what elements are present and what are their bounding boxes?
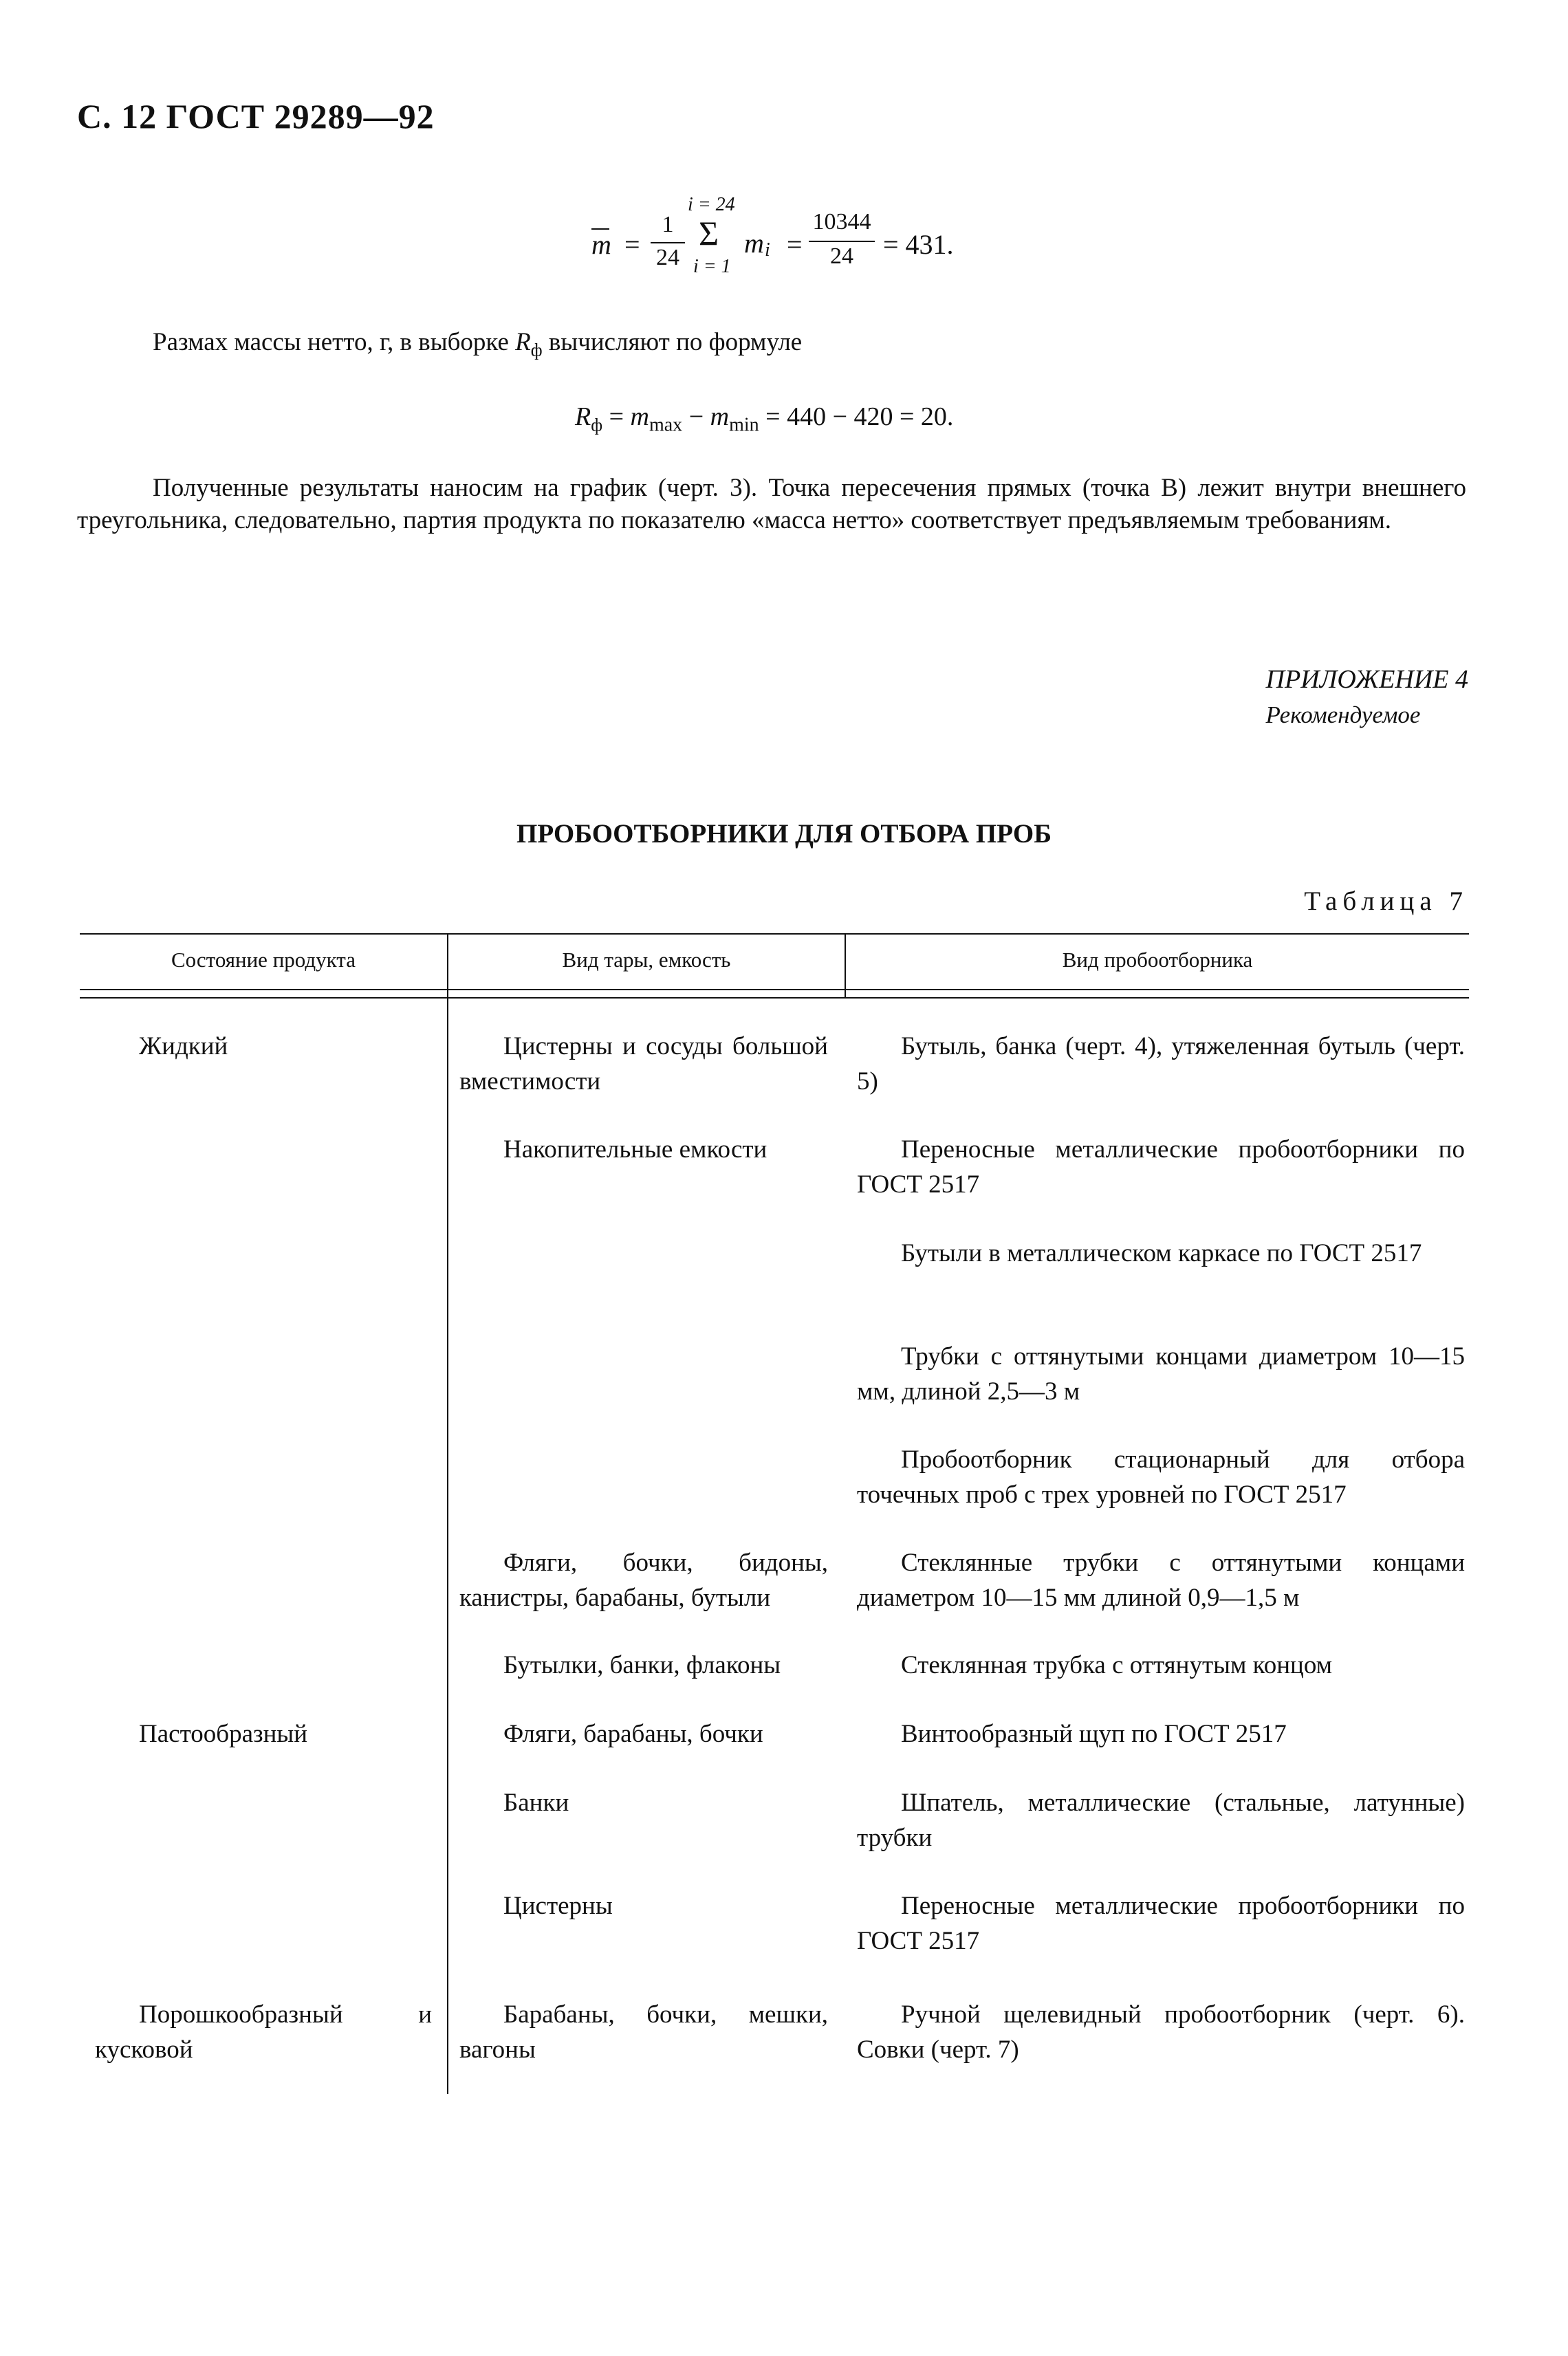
range-rest: = 440 − 420 = 20. — [759, 402, 954, 431]
header-container-type: Вид тары, емкость — [562, 948, 731, 972]
container-bottles: Бутылки, банки, флаконы — [503, 1651, 781, 1679]
range-r-sub: ф — [591, 415, 603, 435]
frac2-denominator: 24 — [830, 243, 853, 269]
state-paste: Пастообразный — [139, 1720, 308, 1748]
container-tanks: Цистерны — [503, 1892, 613, 1920]
container-tanks-large: Цистерны и сосуды большой вместимости — [459, 1032, 828, 1095]
header-product-state: Состояние продукта — [171, 948, 356, 972]
frac1-denominator: 24 — [656, 245, 679, 270]
formula-result: = 431. — [883, 229, 954, 260]
sum-term: m — [744, 228, 764, 259]
table-caption: Таблица 7 — [1304, 886, 1468, 916]
mean-formula — [591, 194, 977, 289]
frac2-numerator: 10344 — [812, 209, 871, 234]
container-jars: Банки — [503, 1789, 569, 1817]
sum-upper-limit: i = 24 — [688, 194, 735, 215]
sum-lower-limit: i = 1 — [693, 256, 731, 277]
range-minus: − — [682, 402, 710, 431]
range-variable: R — [515, 328, 531, 356]
result-paragraph: Полученные результаты наносим на график (черт. 3). Точка пересечения прямых (точка B) лежит внутри внешнего треугольника, следовательно, партия продукта по показателю «масса нетто» соответствует предъявляемым требованиям. — [77, 474, 1466, 534]
range-mmin-sub: min — [729, 414, 759, 436]
range-sentence-start: Размах массы нетто, г, в выборке — [153, 328, 516, 356]
container-bags-wagons: Барабаны, бочки, мешки, вагоны — [459, 2000, 828, 2064]
sampler-bottle-frame: Бутыли в металлическом каркасе по ГОСТ 2517 — [901, 1239, 1422, 1267]
header-sampler-type: Вид пробоотборника — [1062, 948, 1253, 972]
sampler-slot-scoops: Ручной щелевидный пробоотборник (черт. 6). Совки (черт. 7) — [857, 2000, 1465, 2064]
page-header: С. 12 ГОСТ 29289—92 — [77, 97, 435, 135]
container-storage: Накопительные емкости — [503, 1135, 767, 1164]
sampler-portable-metal-1: Переносные металлические пробоотборники по ГОСТ 2517 — [857, 1135, 1465, 1199]
sampler-portable-metal-2: Переносные металлические пробоотборники по ГОСТ 2517 — [857, 1892, 1465, 1955]
sampler-spatula: Шпатель, металлические (стальные, латунные) трубки — [857, 1789, 1465, 1852]
formula-eq1: = — [624, 229, 640, 260]
range-eq: = — [602, 402, 631, 431]
sampler-bottle-jar: Бутыль, банка (черт. 4), утяжеленная бутыль (черт. 5) — [857, 1032, 1465, 1095]
sampler-glass-tubes: Стеклянные трубки с оттянутыми концами диаметром 10—15 мм длиной 0,9—1,5 м — [857, 1549, 1465, 1612]
range-mmax: m — [630, 402, 649, 431]
range-mmin: m — [710, 402, 730, 431]
container-flasks-barrels: Фляги, бочки, бидоны, канистры, барабаны, бутыли — [459, 1549, 828, 1612]
range-sentence — [153, 326, 802, 366]
container-flasks-drums: Фляги, барабаны, бочки — [503, 1720, 763, 1748]
range-formula — [575, 402, 953, 437]
range-sentence-end: вычисляют по формуле — [542, 328, 803, 356]
formula-lhs: m — [591, 229, 611, 260]
section-title: ПРОБООТБОРНИКИ ДЛЯ ОТБОРА ПРОБ — [516, 819, 1052, 849]
frac1-numerator: 1 — [662, 212, 674, 237]
sampler-glass-tube: Стеклянная трубка с оттянутым концом — [901, 1651, 1333, 1679]
appendix-label — [1266, 662, 1468, 733]
range-r: R — [575, 402, 591, 431]
appendix-number: ПРИЛОЖЕНИЕ 4 — [1265, 665, 1468, 694]
range-variable-sub: ф — [530, 340, 543, 360]
state-liquid: Жидкий — [139, 1032, 228, 1060]
state-powder: Порошкообразный и кусковой — [95, 2000, 432, 2064]
appendix-status: Рекомендуемое — [1265, 701, 1421, 728]
sampler-tubes-long: Трубки с оттянутыми концами диаметром 10—15 мм, длиной 2,5—3 м — [857, 1342, 1465, 1406]
sum-term-sub: i — [765, 239, 770, 261]
formula-eq2: = — [787, 229, 803, 260]
sampler-screw-probe: Винтообразный щуп по ГОСТ 2517 — [901, 1720, 1287, 1748]
sum-symbol: Σ — [699, 214, 719, 252]
sampler-stationary: Пробоотборник стационарный для отбора точечных проб с трех уровней по ГОСТ 2517 — [857, 1446, 1465, 1509]
range-mmax-sub: max — [649, 414, 683, 436]
